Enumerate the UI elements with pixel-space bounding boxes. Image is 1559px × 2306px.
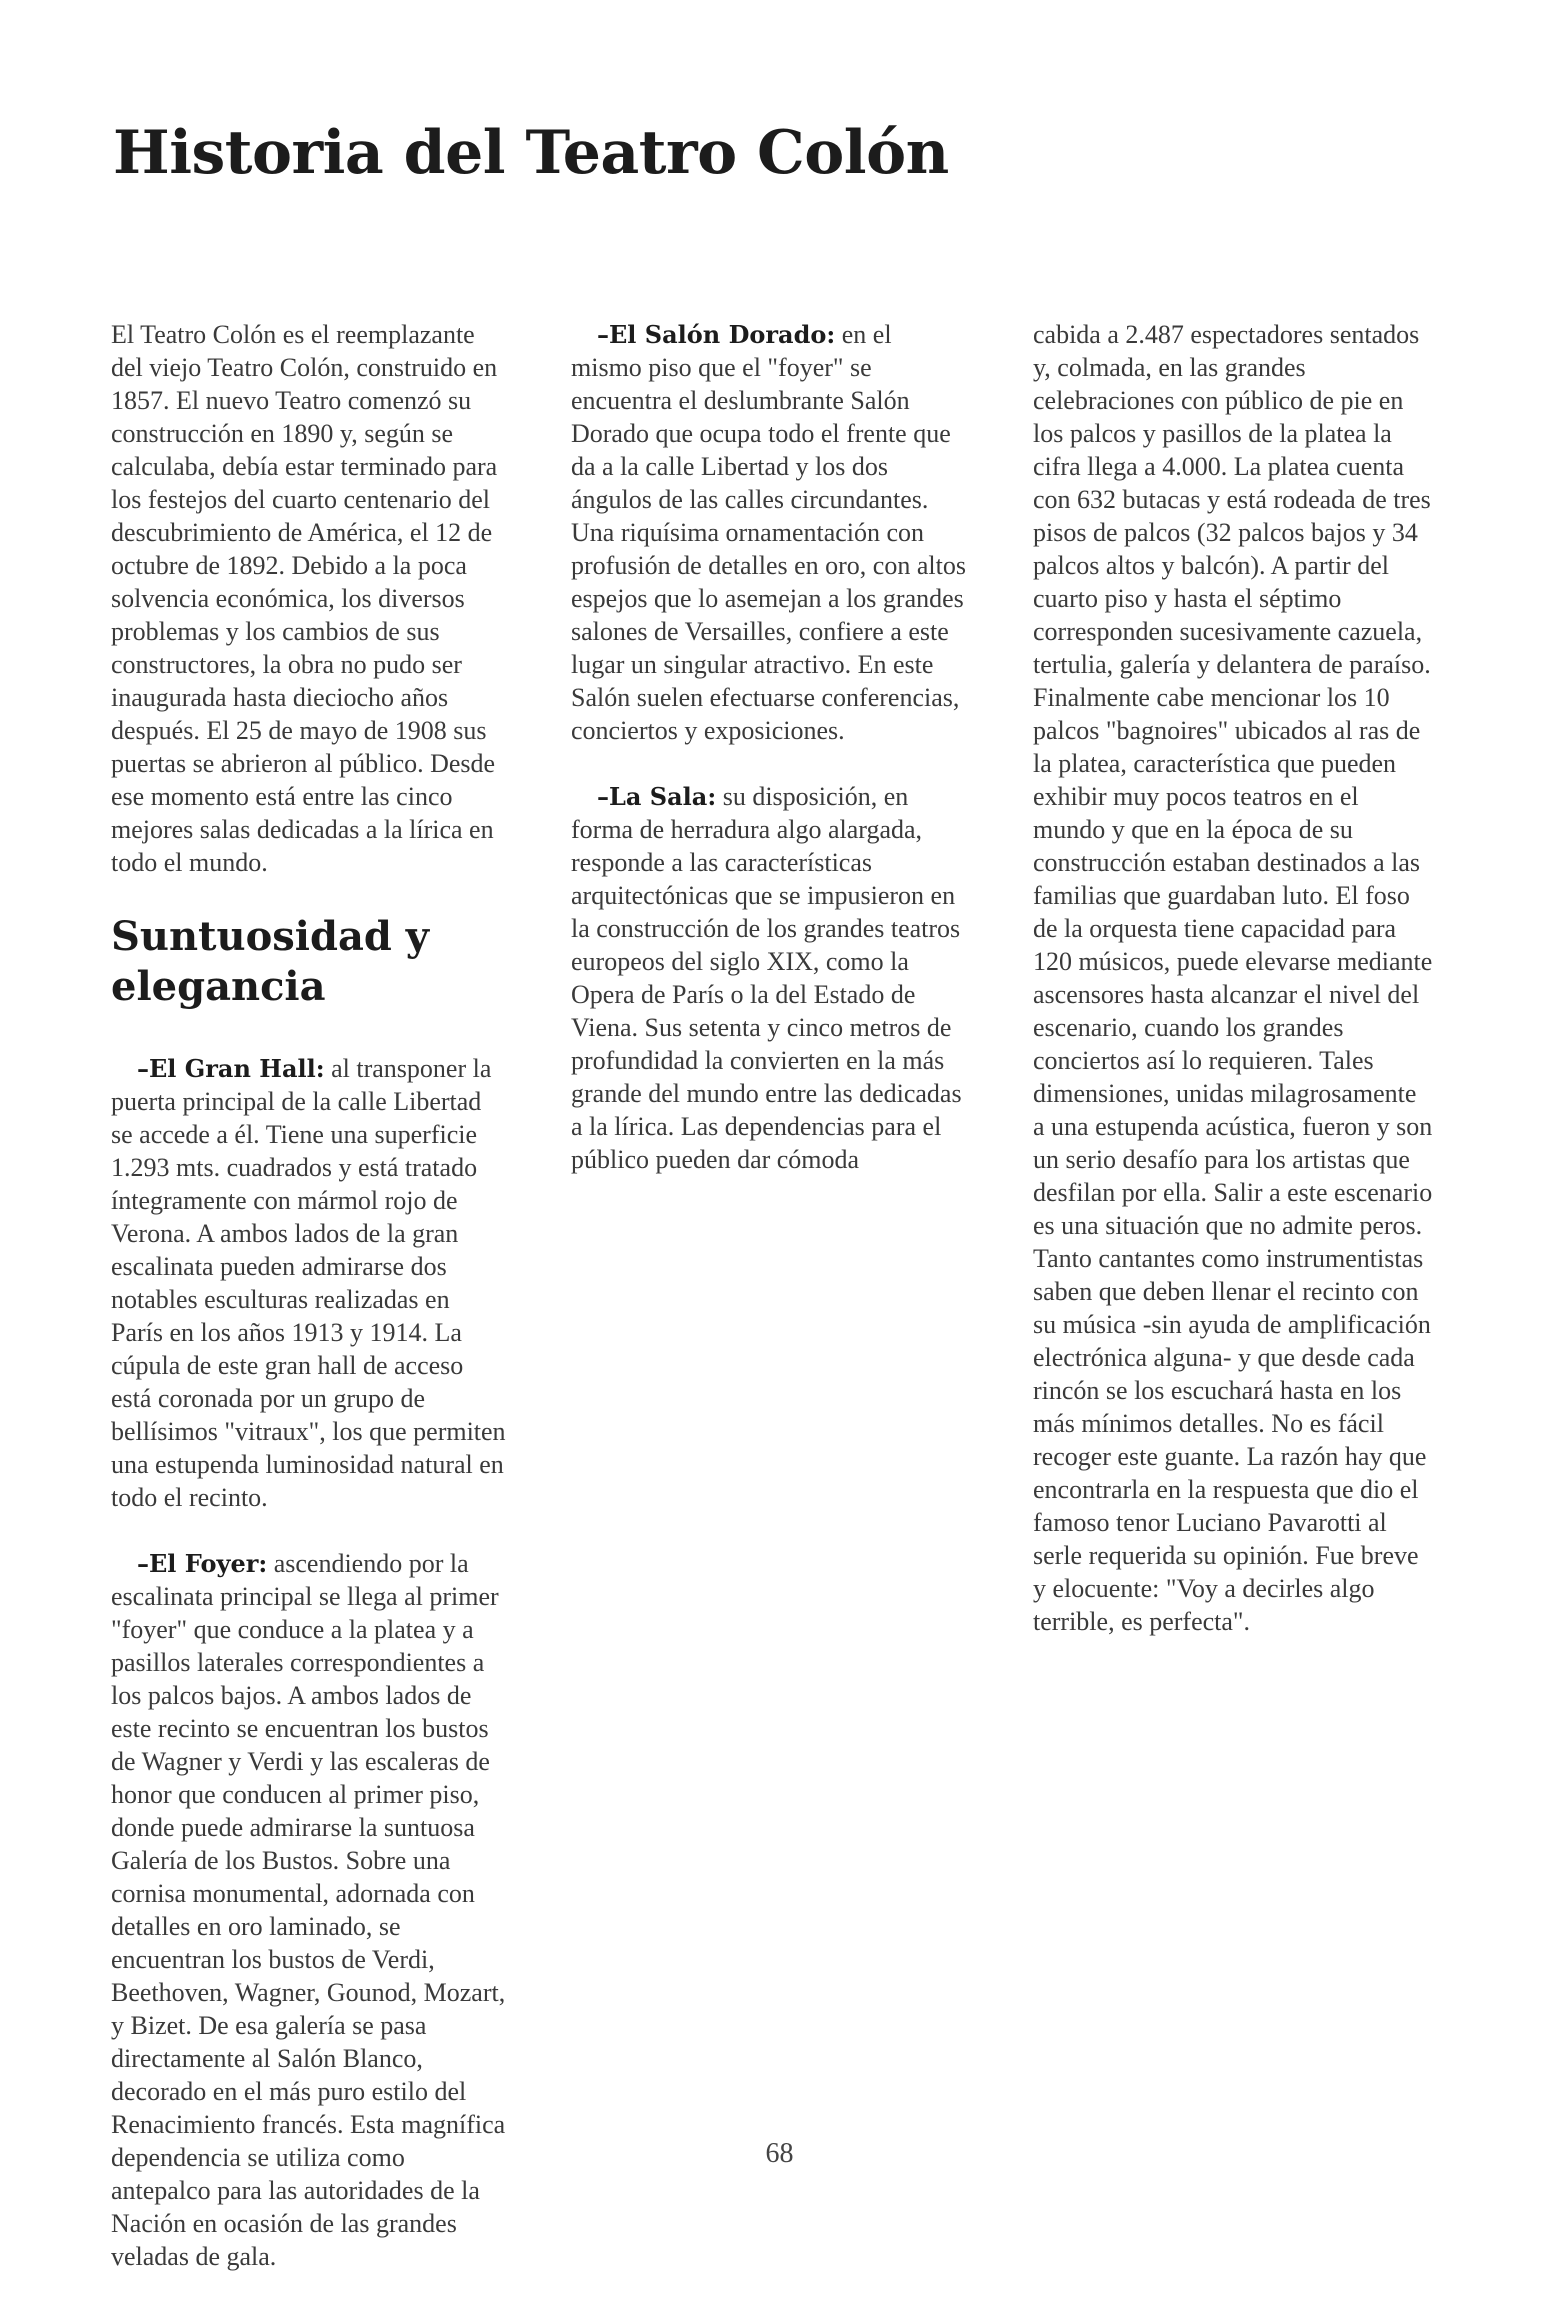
gran-hall-text: al transponer la puerta principal de la calle Libertad se accede a él. Tiene una superficie 1.293 mts. cuadrados y está tratado íntegramente con mármol rojo de Verona. A ambos lados de la gran escalinata pueden admirarse dos notables esculturas realizadas en París en los años 1913 y 1914. La cúpula de este gran hall de acceso está coronada por un grupo de bellísimos "vitraux", los que permiten una estupenda luminosidad natural en todo el recinto. — [111, 1054, 506, 1512]
text-column-1 — [111, 318, 506, 2306]
intro-paragraph: El Teatro Colón es el reemplazante del viejo Teatro Colón, construido en 1857. El nuevo Teatro comenzó su construcción en 1890 y, según se calculaba, debía estar terminado para los festejos del cuarto centenario del descubrimiento de América, el 12 de octubre de 1892. Debido a la poca solvencia económica, los diversos problemas y los cambios de sus constructores, la obra no pudo ser inaugurada hasta dieciocho años después. El 25 de mayo de 1908 sus puertas se abrieron al público. Desde ese momento está entre las cinco mejores salas dedicadas a la lírica en todo el mundo. — [111, 320, 498, 877]
gran-hall-lead: –El Gran Hall: — [137, 1054, 325, 1083]
salon-dorado-lead: –El Salón Dorado: — [597, 320, 836, 349]
page-title: Historia del Teatro Colón — [113, 118, 949, 188]
la-sala-lead: –La Sala: — [597, 782, 717, 811]
foyer-text: ascendiendo por la escalinata principal se llega al primer "foyer" que conduce a la platea y a pasillos laterales correspondientes a los palcos bajos. A ambos lados de este recinto se encuentran los bustos de Wagner y Verdi y las escaleras de honor que conducen al primer piso, donde puede admirarse la suntuosa Galería de los Bustos. Sobre una cornisa monumental, adornada con detalles en oro laminado, se encuentran los bustos de Verdi, Beethoven, Wagner, Gounod, Mozart, y Bizet. De esa galería se pasa directamente al Salón Blanco, decorado en el más puro estilo del Renacimiento francés. Esta magnífica dependencia se utiliza como antepalco para las autoridades de la Nación en ocasión de las grandes veladas de gala. — [111, 1549, 506, 2271]
foyer-lead: –El Foyer: — [137, 1549, 268, 1578]
text-column-3 — [1033, 318, 1433, 1671]
la-sala-continuation: cabida a 2.487 espectadores sentados y, colmada, en las grandes celebraciones con público de pie en los palcos y pasillos de la platea la cifra llega a 4.000. La platea cuenta con 632 butacas y está rodeada de tres pisos de palcos (32 palcos bajos y 34 palcos altos y balcón). A partir del cuarto piso y hasta el séptimo corresponden sucesivamente cazuela, tertulia, galería y delantera de paraíso. Finalmente cabe mencionar los 10 palcos "bagnoires" ubicados al ras de la platea, característica que pueden exhibir muy pocos teatros en el mundo y que en la época de su construcción estaban destinados a las familias que guardaban luto. El foso de la orquesta tiene capacidad para 120 músicos, puede elevarse mediante ascensores hasta alcanzar el nivel del escenario, cuando los grandes conciertos así lo requieren. Tales dimensiones, unidas milagrosamente a una estupenda acústica, fueron y son un serio desafío para los artistas que desfilan por ella. Salir a este escenario es una situación que no admite peros. Tanto cantantes como instrumentistas saben que deben llenar el recinto con su música -sin ayuda de amplificación electrónica alguna- y que desde cada rincón se los escuchará hasta en los más mínimos detalles. No es fácil recoger este guante. La razón hay que encontrarla en la respuesta que dio el famoso tenor Luciano Pavarotti al serle requerida su opinión. Fue breve y elocuente: "Voy a decirles algo terrible, es perfecta". — [1033, 320, 1433, 1636]
section-heading: Suntuosidad y elegancia — [111, 913, 430, 1010]
gran-hall-paragraph — [111, 1052, 506, 1514]
text-column-2 — [571, 318, 966, 1209]
la-sala-text: su disposición, en forma de herradura algo alargada, responde a las características arquitectónicas que se impusieron en la construcción de los grandes teatros europeos del siglo XIX, como la Opera de París o la del Estado de Viena. Sus setenta y cinco metros de profundidad la convierten en la más grande del mundo entre las dedicadas a la lírica. Las dependencias para el público pueden dar cómoda — [571, 782, 962, 1174]
salon-dorado-text: en el mismo piso que el "foyer" se encuentra el deslumbrante Salón Dorado que ocupa todo el frente que da a la calle Libertad y los dos ángulos de las calles circundantes. Una riquísima ornamentación con profusión de detalles en oro, con altos espejos que lo asemejan a los grandes salones de Versailles, confiere a este lugar un singular atractivo. En este Salón suelen efectuarse conferencias, conciertos y exposiciones. — [571, 320, 966, 745]
la-sala-paragraph — [571, 780, 966, 1176]
salon-dorado-paragraph — [571, 318, 966, 747]
page-number: 68 — [765, 2138, 794, 2169]
